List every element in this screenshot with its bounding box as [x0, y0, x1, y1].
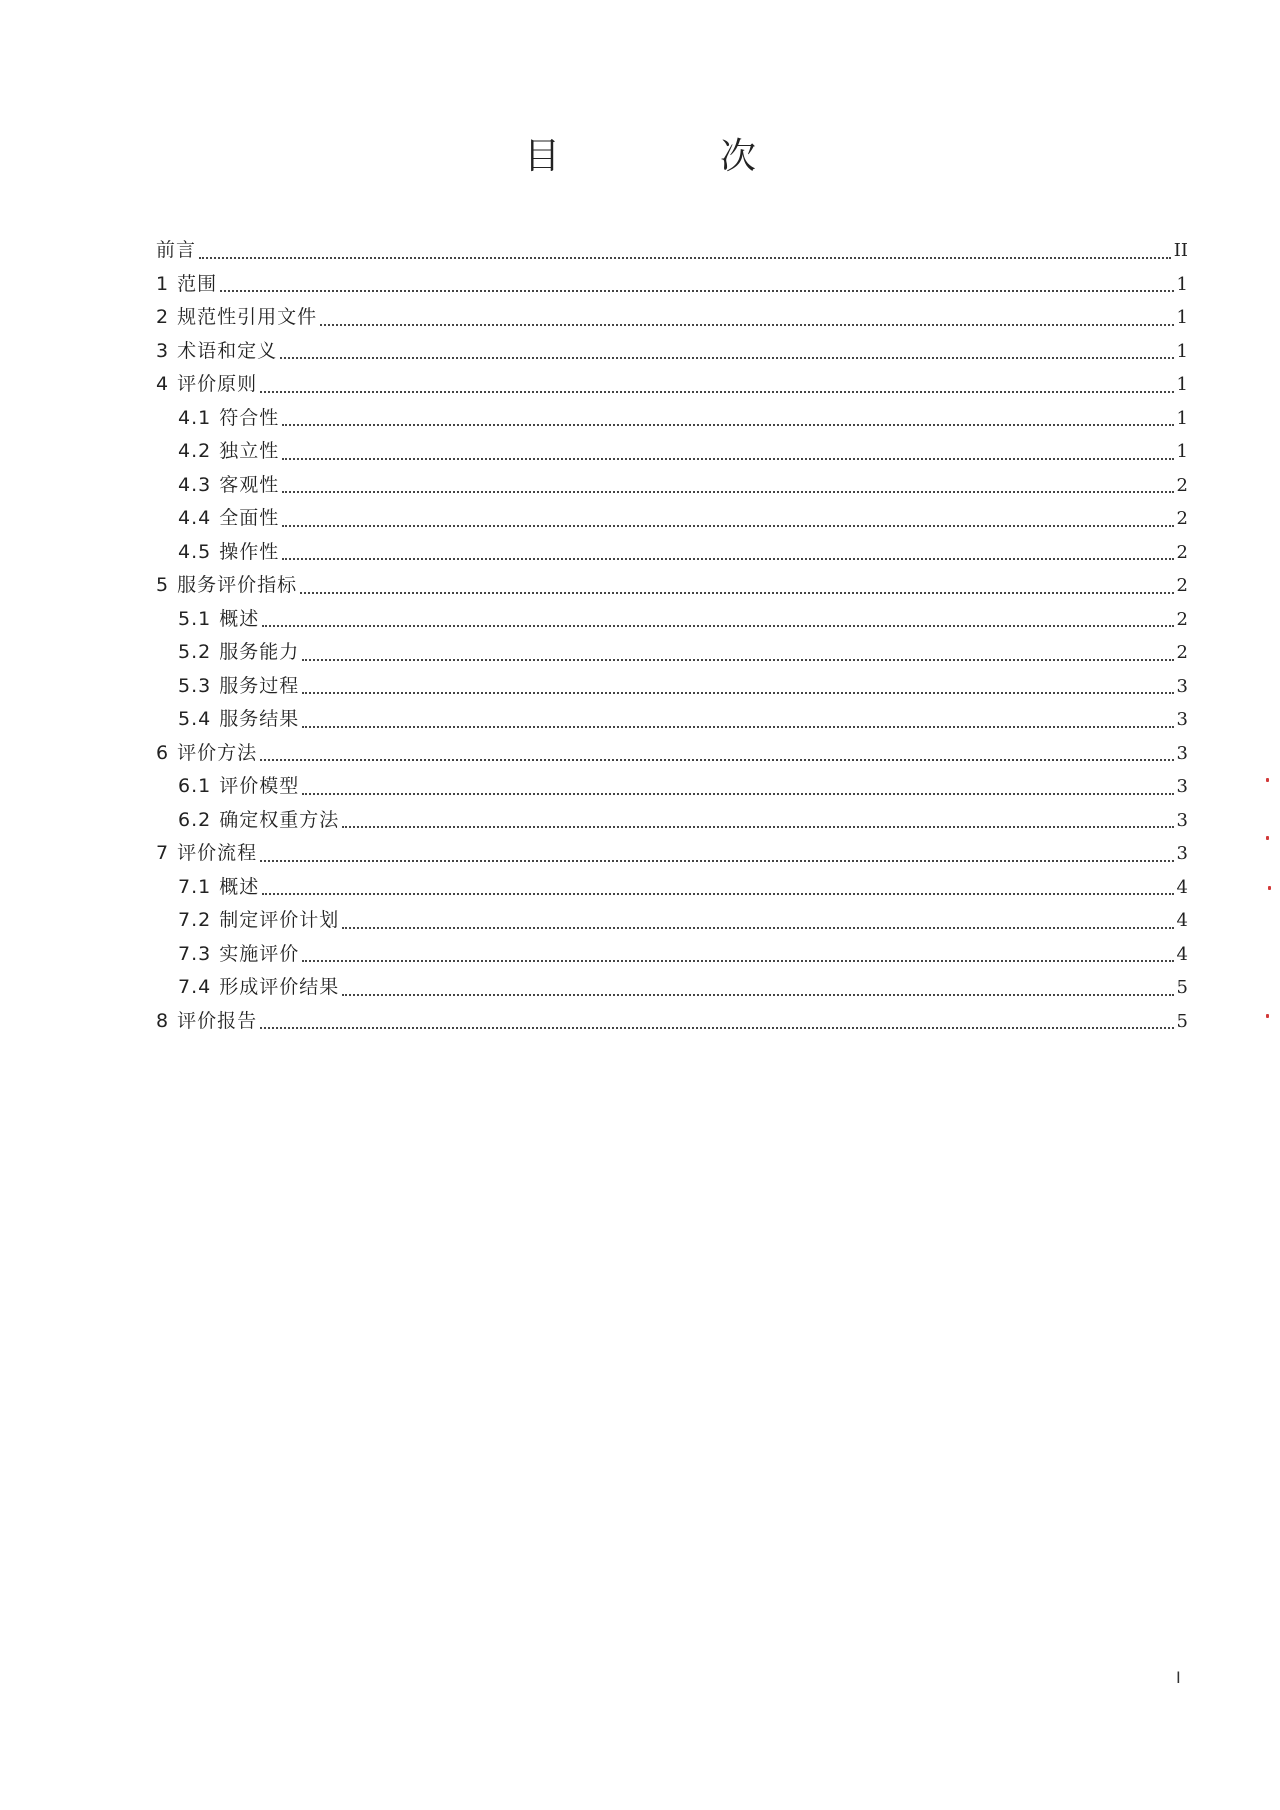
toc-entry-number: 5.2	[178, 641, 212, 663]
toc-entry-page: 3	[1176, 843, 1188, 864]
toc-entry-text: 实施评价	[219, 942, 300, 965]
toc-entry-label	[156, 268, 217, 302]
toc-leader-dots	[302, 726, 1173, 728]
toc-entry-number: 6.1	[178, 775, 212, 797]
toc-entry[interactable]	[156, 335, 1188, 369]
toc-entry-page: 3	[1176, 809, 1188, 831]
toc-entry[interactable]	[156, 670, 1188, 704]
toc-entry-label	[178, 971, 339, 1005]
toc-entry-label	[178, 770, 299, 804]
table-of-contents	[156, 234, 1188, 1038]
toc-entry-label	[178, 703, 299, 737]
toc-entry-text: 服务结果	[219, 708, 300, 730]
toc-entry-text: 制定评价计划	[219, 909, 340, 931]
toc-entry-page: II	[1173, 240, 1188, 261]
toc-entry[interactable]	[156, 938, 1188, 972]
toc-entry-page: 3	[1176, 709, 1188, 730]
toc-entry[interactable]	[156, 636, 1188, 670]
toc-entry-number: 5.3	[178, 674, 212, 697]
toc-entry-page: 3	[1176, 742, 1188, 764]
toc-leader-dots	[260, 1027, 1173, 1029]
toc-entry-number: 6.2	[178, 808, 212, 831]
toc-entry-page: 4	[1176, 876, 1188, 898]
toc-entry[interactable]	[156, 770, 1188, 804]
toc-entry-label	[178, 904, 339, 938]
toc-entry-number: 5.4	[178, 708, 212, 730]
toc-entry-text: 规范性引用文件	[177, 306, 318, 328]
toc-entry-page: 1	[1176, 307, 1188, 328]
page-title: 目 次	[523, 136, 818, 177]
toc-entry[interactable]	[156, 603, 1188, 637]
toc-entry-text: 客观性	[219, 473, 280, 496]
toc-entry-label	[156, 737, 257, 771]
toc-entry-text: 评价模型	[219, 775, 300, 797]
toc-entry[interactable]	[156, 569, 1188, 603]
scan-artifact	[1268, 886, 1271, 890]
toc-entry-text: 评价流程	[177, 842, 258, 864]
scan-artifact	[1266, 1014, 1269, 1018]
toc-entry-text: 服务能力	[219, 641, 300, 663]
toc-entry[interactable]	[156, 502, 1188, 536]
toc-leader-dots	[342, 994, 1173, 996]
toc-entry[interactable]	[156, 1005, 1188, 1039]
toc-leader-dots	[320, 324, 1173, 326]
toc-entry-page: 1	[1176, 374, 1188, 395]
toc-leader-dots	[282, 458, 1173, 460]
toc-entry-label	[156, 1005, 257, 1039]
toc-entry-label	[178, 603, 259, 637]
toc-entry-label	[178, 536, 279, 570]
toc-leader-dots	[260, 391, 1173, 393]
toc-entry-page: 4	[1176, 943, 1188, 965]
toc-entry-page: 5	[1176, 1010, 1188, 1032]
toc-entry-page: 1	[1176, 340, 1188, 362]
toc-entry-label	[178, 402, 279, 436]
toc-entry[interactable]	[156, 402, 1188, 436]
toc-entry-number: 7	[156, 842, 170, 864]
toc-entry-page: 2	[1176, 508, 1188, 529]
toc-entry-text: 术语和定义	[177, 339, 278, 362]
toc-leader-dots	[280, 357, 1173, 359]
toc-entry-number: 1	[156, 272, 170, 295]
toc-entry-label	[178, 636, 299, 670]
toc-leader-dots	[220, 290, 1173, 292]
toc-entry-label	[156, 335, 277, 369]
toc-entry-label	[156, 234, 196, 268]
toc-leader-dots	[260, 759, 1173, 761]
toc-entry[interactable]	[156, 368, 1188, 402]
toc-leader-dots	[302, 960, 1173, 962]
toc-entry[interactable]	[156, 435, 1188, 469]
toc-entry[interactable]	[156, 804, 1188, 838]
toc-leader-dots	[302, 659, 1173, 661]
toc-leader-dots	[282, 424, 1173, 426]
toc-entry-page: 1	[1176, 441, 1188, 462]
toc-entry-page: 2	[1176, 541, 1188, 563]
toc-entry-text: 概述	[219, 607, 260, 630]
toc-entry-number: 4.5	[178, 540, 212, 563]
toc-entry-text: 形成评价结果	[219, 976, 340, 998]
toc-entry[interactable]	[156, 536, 1188, 570]
toc-entry[interactable]	[156, 234, 1188, 268]
toc-entry-page: 1	[1176, 273, 1188, 295]
toc-leader-dots	[300, 592, 1173, 594]
toc-leader-dots	[282, 525, 1173, 527]
toc-entry-label	[178, 938, 299, 972]
toc-entry-number: 2	[156, 306, 170, 328]
toc-leader-dots	[262, 625, 1173, 627]
toc-entry-label	[156, 301, 317, 335]
toc-entry-label	[156, 837, 257, 871]
toc-entry-label	[178, 804, 339, 838]
toc-entry-label	[178, 871, 259, 905]
toc-entry-number: 5.1	[178, 607, 212, 630]
toc-leader-dots	[282, 491, 1173, 493]
toc-entry-text: 服务过程	[219, 674, 300, 697]
toc-leader-dots	[262, 893, 1173, 895]
toc-entry-text: 前言	[156, 239, 197, 261]
toc-entry-page: 3	[1176, 776, 1188, 797]
toc-entry[interactable]	[156, 904, 1188, 938]
toc-entry-page: 2	[1176, 642, 1188, 663]
toc-entry-text: 评价方法	[177, 741, 258, 764]
toc-leader-dots	[199, 257, 1171, 259]
toc-entry-text: 操作性	[219, 540, 280, 563]
toc-entry-number: 4	[156, 373, 170, 395]
toc-leader-dots	[282, 558, 1173, 560]
toc-entry-label	[178, 435, 279, 469]
toc-entry-label	[156, 569, 297, 603]
toc-entry-text: 全面性	[219, 507, 280, 529]
toc-entry-page: 2	[1176, 608, 1188, 630]
toc-entry-page: 4	[1176, 910, 1188, 931]
toc-entry-page: 1	[1176, 407, 1188, 429]
toc-entry-number: 4.1	[178, 406, 212, 429]
toc-entry-label	[178, 670, 299, 704]
toc-entry-page: 3	[1176, 675, 1188, 697]
toc-entry-number: 7.1	[178, 875, 212, 898]
toc-entry-text: 独立性	[219, 440, 280, 462]
toc-entry[interactable]	[156, 469, 1188, 503]
toc-entry-number: 3	[156, 339, 170, 362]
toc-leader-dots	[302, 692, 1173, 694]
scan-artifact	[1266, 778, 1269, 782]
toc-entry-label	[156, 368, 257, 402]
toc-entry-page: 5	[1176, 977, 1188, 998]
toc-entry-text: 评价报告	[177, 1009, 258, 1032]
toc-entry[interactable]	[156, 268, 1188, 302]
toc-entry-number: 4.4	[178, 507, 212, 529]
toc-entry-text: 概述	[219, 875, 260, 898]
toc-leader-dots	[260, 860, 1173, 862]
page-number: I	[1176, 1668, 1181, 1687]
toc-entry-text: 评价原则	[177, 373, 258, 395]
toc-leader-dots	[302, 793, 1173, 795]
toc-entry-label	[178, 502, 279, 536]
toc-leader-dots	[342, 927, 1173, 929]
scan-artifact	[1266, 836, 1269, 840]
toc-entry-page: 2	[1176, 474, 1188, 496]
toc-leader-dots	[342, 826, 1173, 828]
toc-entry-number: 7.3	[178, 942, 212, 965]
toc-entry-text: 确定权重方法	[219, 808, 340, 831]
toc-entry[interactable]	[156, 301, 1188, 335]
toc-entry-page: 2	[1176, 575, 1188, 596]
toc-entry-number: 7.2	[178, 909, 212, 931]
toc-entry-number: 6	[156, 741, 170, 764]
toc-entry-text: 范围	[177, 272, 218, 295]
toc-entry[interactable]	[156, 703, 1188, 737]
toc-entry-label	[178, 469, 279, 503]
toc-entry[interactable]	[156, 737, 1188, 771]
toc-entry-number: 5	[156, 574, 170, 596]
toc-entry-number: 7.4	[178, 976, 212, 998]
toc-entry[interactable]	[156, 971, 1188, 1005]
toc-entry-text: 服务评价指标	[177, 574, 298, 596]
toc-entry-number: 8	[156, 1009, 170, 1032]
toc-entry-number: 4.2	[178, 440, 212, 462]
toc-entry[interactable]	[156, 871, 1188, 905]
toc-entry-number: 4.3	[178, 473, 212, 496]
toc-entry-text: 符合性	[219, 406, 280, 429]
toc-entry[interactable]	[156, 837, 1188, 871]
